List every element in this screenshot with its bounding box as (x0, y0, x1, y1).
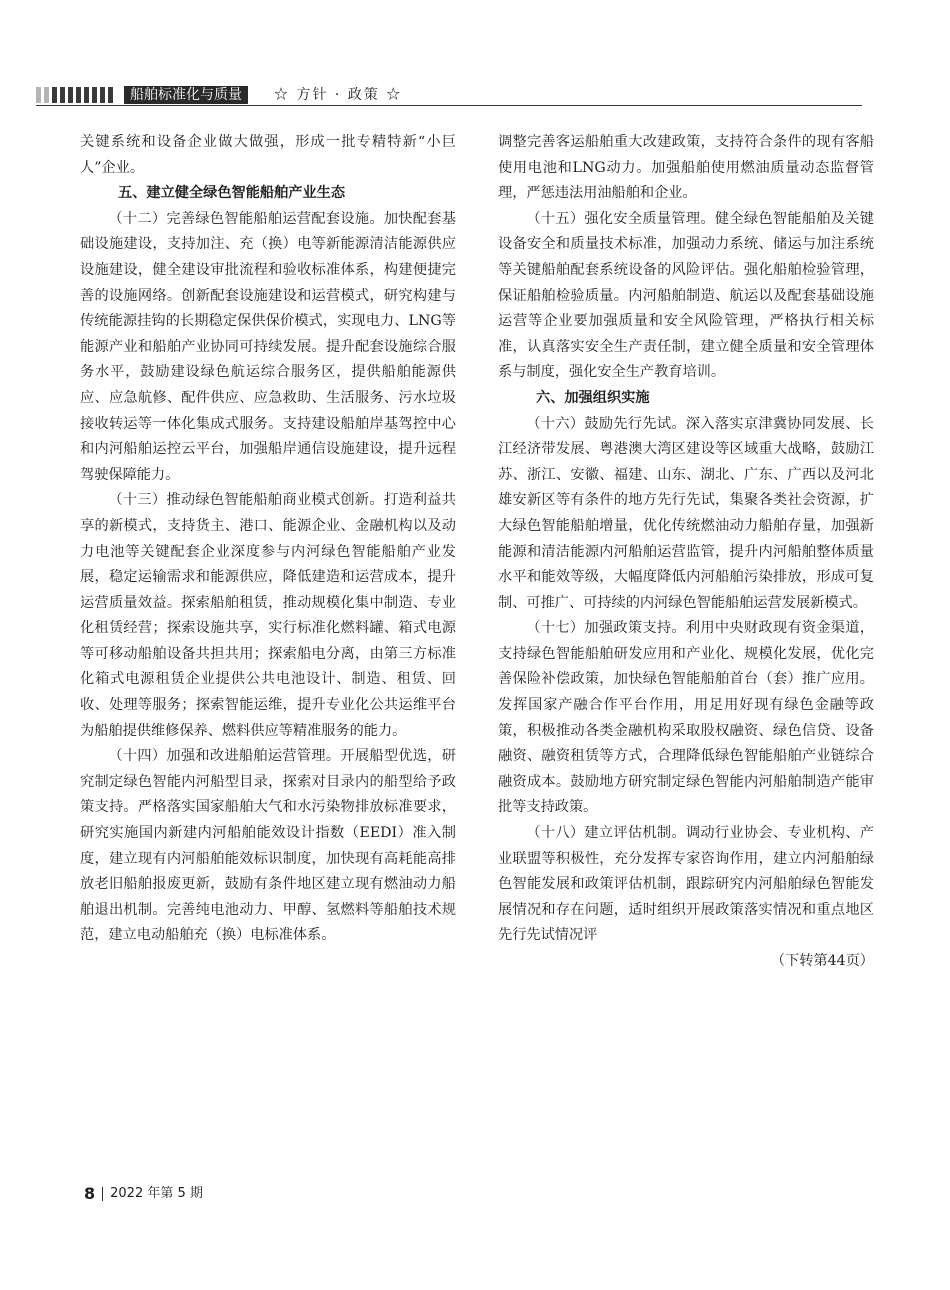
paragraph: （十六）鼓励先行先试。深入落实京津冀协同发展、长江经济带发展、粤港澳大湾区建设等区域重大战略，鼓励江苏、浙江、安徽、福建、山东、湖北、广东、广西以及河北雄安新区等有条件的地方先行先试，集聚各类社会资源，扩大绿色智能船舶增量，优化传统燃油动力船舶存量，加强新能源和清洁能源内河船舶运营监管，提升内河船舶整体质量水平和能效等级，大幅度降低内河船舶污染排放，形成可复制、可推广、可持续的内河绿色智能船舶运营发展新模式。 (498, 415, 874, 611)
section-heading: 六、加强组织实施 (536, 389, 650, 406)
page-footer (84, 1186, 203, 1202)
paragraph: （十二）完善绿色智能船舶运营配套设施。加快配套基础设施建设，支持加注、充（换）电等新能源清洁能源供应设施建设，健全建设审批流程和验收标准体系，构建便捷完善的设施网络。创新配套设施建设和运营模式，研究构建与传统能源挂钩的长期稳定保供保价模式，实现电力、LNG等能源产业和船舶产业协同可持续发展。提升配套设施综合服务水平，鼓励建设绿色航运综合服务区，提供船舶能源供应、应急航修、配件供应、应急救助、生活服务、污水垃圾接收转运等一体化集成式服务。支持建设船舶岸基驾控中心和内河船舶运控云平台，加强船岸通信设施建设，提升远程驾驶保障能力。 (80, 210, 456, 483)
left-column (80, 130, 456, 949)
paragraph: （十八）建立评估机制。调动行业协会、专业机构、产业联盟等积极性，充分发挥专家咨询作用，建立内河船舶绿色智能发展和政策评估机制，跟踪研究内河船舶绿色智能发展情况和存在问题，适时组织开展政策落实情况和重点地区先行先试情况评 (498, 825, 874, 944)
continuation-note: （下转第44页） (770, 953, 874, 969)
section-label: ☆ 方针 · 政策 ☆ (274, 87, 403, 103)
issue-label: 2022 年第 5 期 (110, 1186, 203, 1201)
journal-title: 船舶标准化与质量 (124, 86, 248, 104)
header-decoration-bars (36, 87, 113, 103)
paragraph: 关键系统和设备企业做大做强，形成一批专精特新“小巨人”企业。 (80, 134, 456, 176)
section-heading: 五、建立健全绿色智能船舶产业生态 (118, 185, 346, 202)
right-column (498, 130, 874, 975)
footer-separator (102, 1187, 103, 1201)
page-header (36, 84, 862, 104)
paragraph: 调整完善客运船舶重大改建政策，支持符合条件的现有客船使用电池和LNG动力。加强船舶使用燃油质量动态监督管理，严惩违法用油船舶和企业。 (498, 134, 874, 202)
paragraph: （十三）推动绿色智能船舶商业模式创新。打造利益共享的新模式，支持货主、港口、能源企业、金融机构以及动力电池等关键配套企业深度参与内河绿色智能船舶产业发展，稳定运输需求和能源供应，降低建造和运营成本，提升运营质量效益。探索船舶租赁，推动规模化集中制造、专业化租赁经营；探索设施共享，实行标准化燃料罐、箱式电源等可移动船舶设备共担共用；探索船电分离，由第三方标准化箱式电源租赁企业提供公共电池设计、制造、租赁、回收、处理等服务；探索智能运维，提升专业化公共运维平台为船舶提供维修保养、燃料供应等精准服务的能力。 (80, 492, 456, 739)
paragraph: （十七）加强政策支持。利用中央财政现有资金渠道，支持绿色智能船舶研发应用和产业化、规模化发展，优化完善保险补偿政策，加快绿色智能船舶首台（套）推广应用。发挥国家产融合作平台作用，用足用好现有绿色金融等政策，积极推动各类金融机构采取股权融资、绿色信贷、设备融资、融资租赁等方式，合理降低绿色智能船舶产业链综合融资成本。鼓励地方研究制定绿色智能内河船舶制造产能审批等支持政策。 (498, 620, 874, 816)
paragraph: （十五）强化安全质量管理。健全绿色智能船舶及关键设备安全和质量技术标准，加强动力系统、储运与加注系统等关键船舶配套系统设备的风险评估。强化船舶检验管理，保证船舶检验质量。内河船舶制造、航运以及配套基础设施运营等企业要加强质量和安全风险管理，严格执行相关标准，认真落实安全生产责任制，建立健全质量和安全管理体系与制度，强化安全生产教育培训。 (498, 210, 874, 381)
paragraph: （十四）加强和改进船舶运营管理。开展船型优选，研究制定绿色智能内河船型目录，探索对目录内的船型给予政策支持。严格落实国家船舶大气和水污染物排放标准要求，研究实施国内新建内河船舶能效设计指数（EEDI）准入制度，建立现有内河船舶能效标识制度，加快现有高耗能高排放老旧船舶报废更新，鼓励有条件地区建立现有燃油动力船舶退出机制。完善纯电池动力、甲醇、氢燃料等船舶技术规范，建立电动船舶充（换）电标准体系。 (80, 748, 456, 944)
header-rule (36, 105, 862, 106)
page-number: 8 (84, 1184, 96, 1203)
